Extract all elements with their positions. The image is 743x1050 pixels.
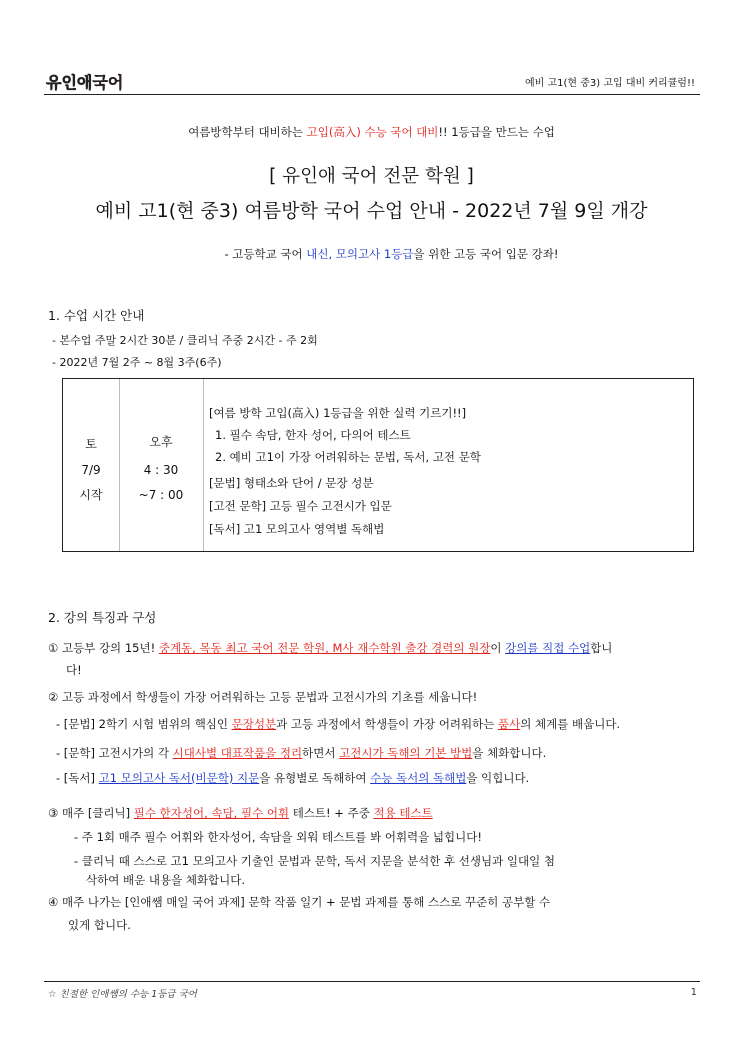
tagline [0, 124, 743, 140]
tagline-highlight: 고입(高入) 수능 국어 대비 [306, 125, 439, 139]
schedule-classic: [고전 문학] 고등 필수 고전시가 입문 [209, 499, 392, 513]
logo-part2: 국어 [92, 73, 124, 92]
page-number: 1 [690, 987, 697, 998]
desc-text3: 을 위한 고등 국어 입문 강좌! [413, 247, 559, 261]
schedule-date: 7/9 [81, 463, 101, 477]
feature-3-sub2-cont: 삭하여 배운 내용을 체화합니다. [86, 873, 246, 887]
tagline-text3: !! 1등급을 만드는 수업 [438, 125, 555, 139]
schedule-period: 오후 [149, 435, 173, 449]
schedule-day: 토 [85, 437, 97, 451]
course-description [0, 246, 743, 262]
schedule-reading: [독서] 고1 모의고사 영역별 독해법 [209, 522, 385, 536]
schedule-time-start: 4 : 30 [143, 463, 179, 477]
schedule-start: 시작 [79, 488, 103, 502]
footer-divider [44, 981, 700, 982]
feature-1: ① 고등부 강의 15년! 중계동, 목동 최고 국어 전문 학원, M사 재수학원 출강 경력의 원장이 강의를 직접 수업합니 [48, 641, 613, 655]
section1-line2: - 2022년 7월 2주 ~ 8월 3주(6주) [52, 356, 222, 369]
schedule-time-end: ~7 : 00 [138, 488, 184, 502]
schedule-goal-item1: 1. 필수 속담, 한자 성어, 다의어 테스트 [215, 428, 411, 442]
feature-2: ② 고등 과정에서 학생들이 가장 어려워하는 고등 문법과 고전시가의 기초를 세웁니다! [48, 690, 478, 704]
desc-highlight: 내신, 모의고사 1등급 [306, 247, 414, 261]
feature-3: ③ 매주 [클리닉] 필수 한자성어, 속담, 필수 어휘 테스트! + 주중 적용 테스트 [48, 806, 433, 820]
desc-text1: - 고등학교 국어 [224, 247, 307, 261]
logo [46, 70, 123, 93]
feature-3-sub2: - 클리닉 때 스스로 고1 모의고사 기출인 문법과 문학, 독서 지문을 분석한 후 선생님과 일대일 첨 [74, 854, 555, 868]
header-text: 예비 고1(현 중3) 고입 대비 커리큘럼!! [524, 78, 695, 89]
logo-part1: 유인애 [46, 73, 93, 92]
schedule-time-column [119, 379, 204, 551]
feature-3-sub1: - 주 1회 매주 필수 어휘와 한자성어, 속담을 외워 테스트를 봐 어휘력을 넓힙니다! [74, 830, 482, 844]
schedule-table [62, 378, 694, 552]
page-subtitle: 예비 고1(현 중3) 여름방학 국어 수업 안내 - 2022년 7월 9일 개강 [95, 200, 648, 222]
section1-heading: 1. 수업 시간 안내 [48, 308, 145, 323]
schedule-day-column [63, 379, 120, 551]
schedule-grammar: [문법] 형태소와 단어 / 문장 성분 [209, 476, 374, 490]
feature-4-cont: 있게 합니다. [68, 918, 131, 932]
schedule-content-column [203, 379, 693, 551]
page-title: [ 유인애 국어 전문 학원 ] [269, 166, 474, 187]
tagline-text1: 여름방학부터 대비하는 [188, 125, 307, 139]
feature-2-literature: - [문학] 고전시가의 각 시대사별 대표작품을 정리하면서 고전시가 독해의 기본 방법을 체화합니다. [56, 746, 547, 760]
feature-1-highlight: 중계동, 목동 최고 국어 전문 학원, M사 재수학원 출강 경력의 원장 [158, 641, 491, 655]
feature-4: ④ 매주 나가는 [인애쌤 매일 국어 과제] 문학 작품 일기 + 문법 과제를 통해 스스로 꾸준히 공부할 수 [48, 895, 551, 909]
section2-heading: 2. 강의 특징과 구성 [48, 610, 157, 625]
schedule-goal-item2: 2. 예비 고1이 가장 어려워하는 문법, 독서, 고전 문학 [215, 450, 481, 464]
feature-1-cont: 다! [66, 663, 82, 677]
feature-2-grammar: - [문법] 2학기 시험 범위의 핵심인 문장성분과 고등 과정에서 학생들이 가장 어려워하는 품사의 체계를 배웁니다. [56, 717, 621, 731]
feature-1-highlight2: 강의를 직접 수업 [505, 641, 591, 655]
footer-text: ☆ 친절한 인애쌤의 수능 1등급 국어 [48, 989, 197, 1000]
header-divider [44, 94, 700, 95]
section1-line1: - 본수업 주말 2시간 30분 / 클리닉 주중 2시간 - 주 2회 [52, 334, 318, 347]
schedule-goal: [여름 방학 고입(高入) 1등급을 위한 실력 기르기!!] [209, 406, 467, 420]
feature-2-reading: - [독서] 고1 모의고사 독서(비문학) 지문을 유형별로 독해하여 수능 독서의 독해법을 익힙니다. [56, 771, 530, 785]
